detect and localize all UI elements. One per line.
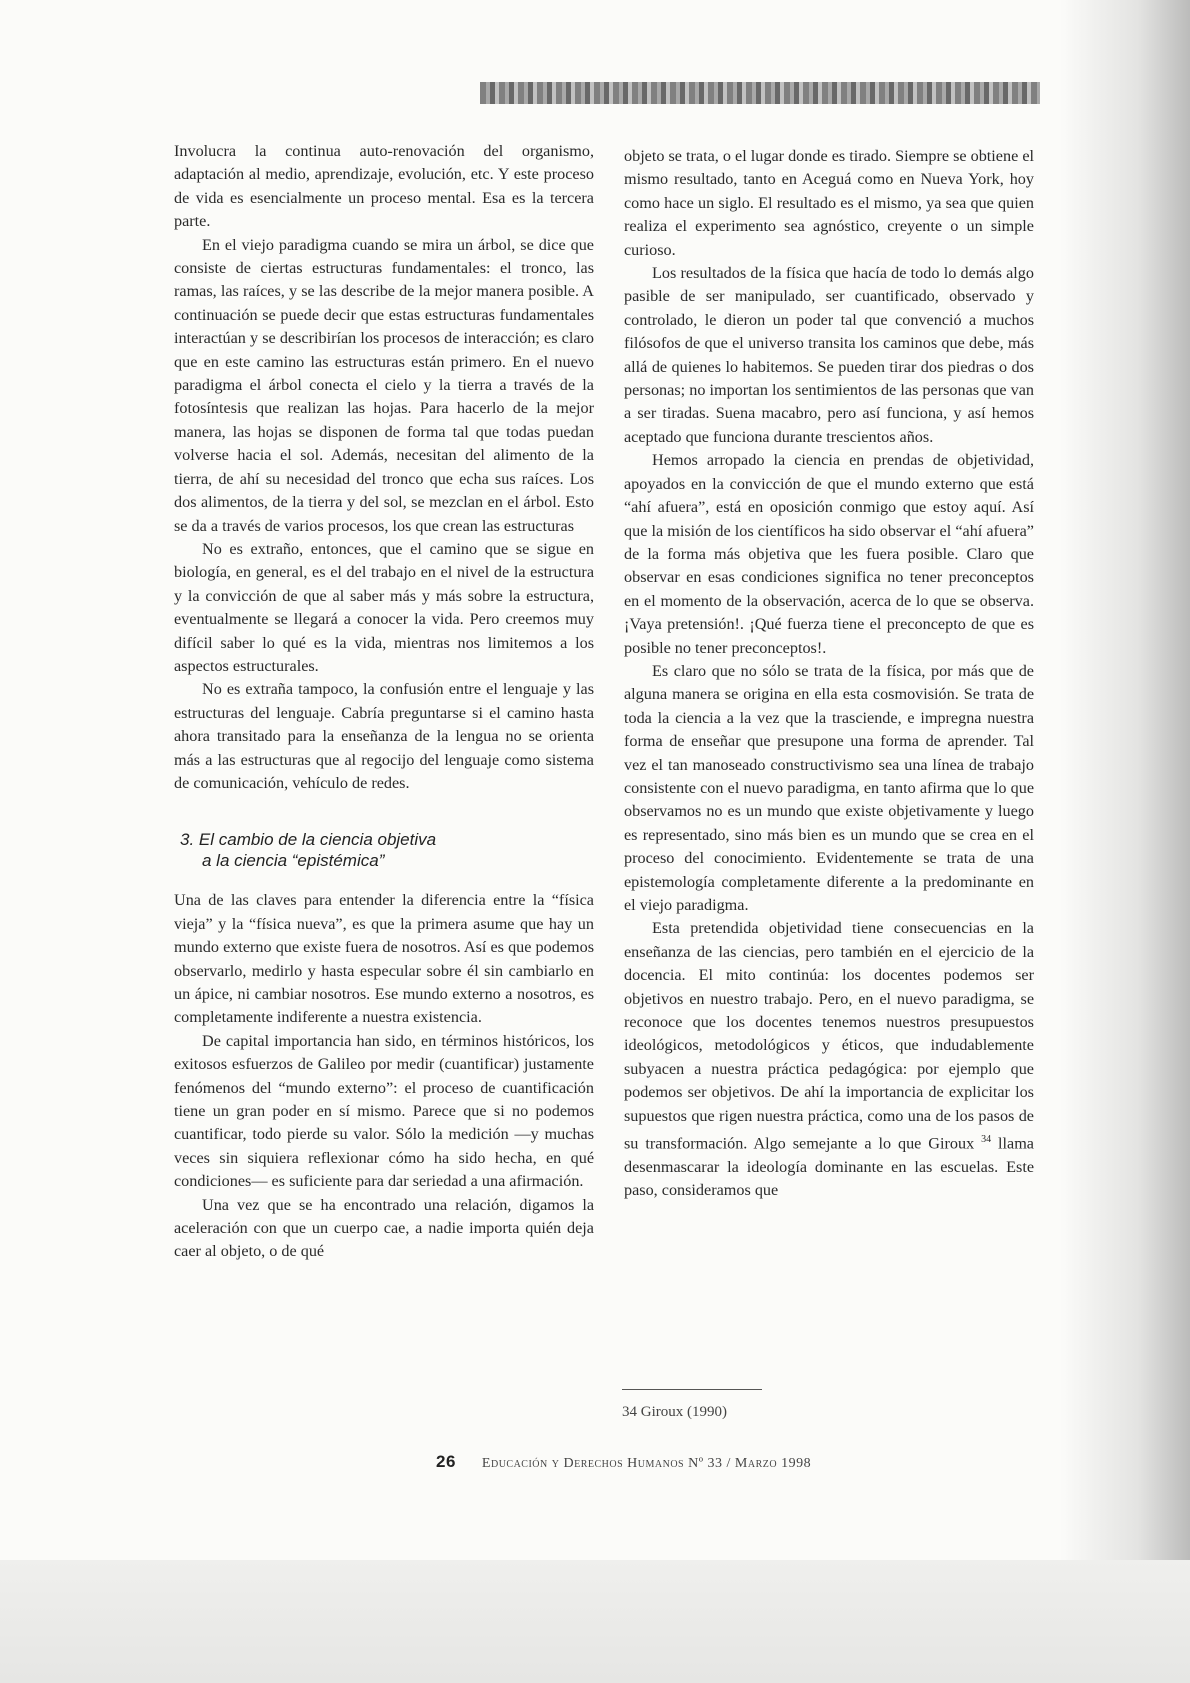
paragraph: En el viejo paradigma cuando se mira un árbol, se dice que consiste de ciertas estructuras fundamentales: el tronco, las ramas, las raíces, y se las describe de la mejor manera posible. A continuación se puede decir que estas estructuras fundamentales interactúan y se describirían los procesos de interacción; es claro que en este camino las estructuras están primero. En el nuevo paradigma el árbol conecta el cielo y la tierra a través de la fotosíntesis que realizan las hojas. Para hacerlo de la mejor manera, las hojas se disponen de forma tal que todas puedan volverse hacia el sol. Además, necesitan del alimento de la tierra, de ahí su necesidad del tronco que echa sus raíces. Los dos alimentos, de la tierra y del sol, se mezclan en el árbol. Esto se da a través de varios procesos, los que crean las estructuras (174, 235, 594, 535)
paragraph: objeto se trata, o el lugar donde es tirado. Siempre se obtiene el mismo resultado, tanto en Aceguá como en Nueva York, hoy como hace un siglo. El resultado es el mismo, ya sea que quien realiza el experimento sea agnóstico, creyente o un simple curioso. (624, 147, 1034, 259)
paragraph: No es extraña tampoco, la confusión entre el lenguaje y las estructuras del lenguaje. Cabría preguntarse si el camino hasta ahora transitado para la enseñanza de la lengua no se orienta más a las estructuras que al regocijo del lenguaje como sistema de comunicación, vehículo de redes. (174, 680, 594, 792)
scan-bottom-margin (0, 1560, 1190, 1683)
footnote: 34 Giroux (1990) (622, 1404, 727, 1420)
paragraph: Es claro que no sólo se trata de la física, por más que de alguna manera se origina en ella esta cosmovisión. Se trata de toda la ciencia a la vez que la trasciende, e impregna nuestra forma de enseñar que presupone una forma de aprender. Tal vez el tan manoseado constructivismo sea una línea de trabajo consistente con el nuevo paradigma, en tanto afirma que lo que observamos no es un mundo que existe objetivamente y luego es representado, sino más bien es un mundo que se crea en el proceso del conocimiento. Evidentemente se trata de una epistemología completamente diferente a la predominante en el viejo paradigma. (624, 661, 1034, 914)
left-column (174, 140, 594, 1264)
paragraph: Una de las claves para entender la diferencia entre la “física vieja” y la “física nueva”, es que la primera asume que hay un mundo externo que existe fuera de nosotros. Así es que podemos observarlo, medirlo y hasta especular sobre él sin cambiarlo en un ápice, ni cambiar nosotros. Ese mundo externo a nosotros, es completamente indiferente a nuestra existencia. (174, 891, 594, 1027)
paragraph: Hemos arropado la ciencia en prendas de objetividad, apoyados en la convicción de que el mundo externo que está “ahí afuera”, está en oposición conmigo que estoy aquí. Así que la misión de los científicos ha sido observar el “ahí afuera” de la forma más objetiva que les fuera posible. Claro que observar en esas condiciones significa no tener preconceptos en el momento de la observación, acerca de lo que se observa. ¡Vaya pretensión!. ¡Qué fuerza tiene el preconcepto de que es posible no tener preconceptos!. (624, 451, 1034, 657)
publication-title: Educación y Derechos Humanos Nº 33 / Marzo 1998 (481, 1456, 812, 1471)
section-heading (180, 829, 594, 871)
page-number: 26 (436, 1452, 456, 1471)
footnote-rule (622, 1389, 762, 1390)
paragraph-text-tail: llama desenmascarar la ideología dominante en las escuelas. Este paso, consideramos que (624, 1134, 1034, 1200)
paragraph: Los resultados de la física que hacía de todo lo demás algo pasible de ser manipulado, ser cuantificado, observado y controlado, le dieron un poder tal que convenció a muchos filósofos de que el universo transita los caminos que debe, más allá de quienes lo habitemos. Se pueden tirar dos piedras o dos personas; no importan los sentimientos de las personas que van a ser tiradas. Suena macabro, pero así funciona, y así hemos aceptado que funciona durante trescientos años. (624, 264, 1034, 446)
section-heading-line-2: a la ciencia “epistémica” (202, 851, 385, 871)
paragraph: Una vez que se ha encontrado una relación, digamos la aceleración con que un cuerpo cae, a nadie importa quién deja caer al objeto, o de qué (174, 1195, 594, 1261)
paragraph: De capital importancia han sido, en términos históricos, los exitosos esfuerzos de Galileo por medir (cuantificar) justamente fenómenos del “mundo externo”: el proceso de cuantificación tiene un gran poder en sí mismo. Parece que si no podemos cuantificar, todo pierde su valor. Sólo la medición —y muchas veces sin siquiera reflexionar cómo ha sido hecha, en qué condiciones— es suficiente para dar seriedad a una afirmación. (174, 1031, 594, 1191)
scan-edge-shadow (1060, 0, 1190, 1560)
section-heading-line-1: 3. El cambio de la ciencia objetiva (180, 830, 437, 850)
paragraph (624, 917, 1034, 1202)
paragraph-text: Esta pretendida objetividad tiene consecuencias en la enseñanza de las ciencias, pero también en el ejercicio de la docencia. El mito continúa: los docentes podemos ser objetivos en nuestro trabajo. Pero, en el nuevo paradigma, se reconoce que los docentes tenemos nuestros presupuestos ideológicos, metodológicos y éticos, que indudablemente subyacen a nuestra práctica pedagógica: por ejemplo que podemos ser objetivos. De ahí la importancia de explicitar los supuestos que rigen nuestra práctica, como una de los pasos de su transformación. Algo semejante a lo que Giroux (624, 919, 1034, 1153)
footnote-reference: 34 (981, 1134, 992, 1146)
paragraph: No es extraño, entonces, que el camino que se sigue en biología, en general, es el del trabajo en el nivel de la estructura y la convicción de que al saber más y más sobre la estructura, eventualmente se llegará a conocer la vida. Pero creemos muy difícil saber lo qué es la vida, mientras nos limitemos a los aspectos estructurales. (174, 539, 594, 675)
right-column (624, 145, 1034, 1203)
page-footer (436, 1452, 811, 1472)
header-decorative-strip (480, 82, 1040, 104)
paragraph: Involucra la continua auto-renovación del organismo, adaptación al medio, aprendizaje, evolución, etc. Y este proceso de vida es esencialmente un proceso mental. Esa es la tercera parte. (174, 142, 594, 231)
